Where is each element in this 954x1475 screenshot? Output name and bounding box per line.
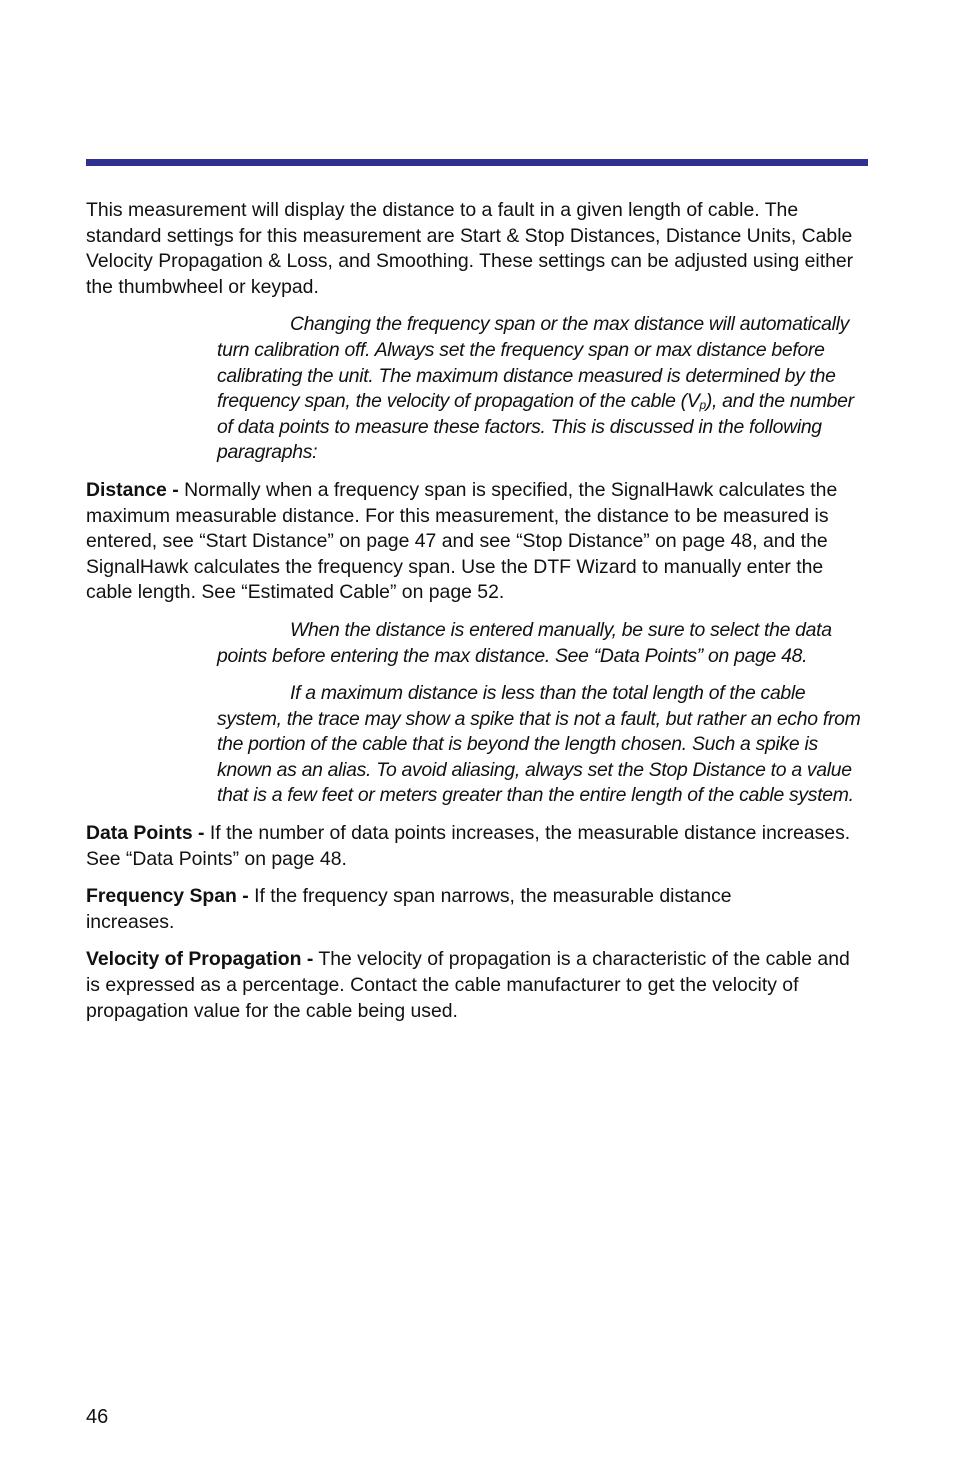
frequency-span-label: Frequency Span - — [86, 885, 249, 908]
data-points-text: If the number of data points increases, the measurable distance increases. See “Data Points” on page 48. — [86, 822, 851, 870]
header-rule — [86, 159, 868, 166]
data-points-paragraph — [86, 821, 868, 872]
calibration-note-text: Changing the frequency span or the max distance will automatically turn calibration off. Always set the frequency span or max distance before calibrating the unit. The maximum distance measured is determined by the frequency span, the velocity of propagation of the cable (V — [217, 313, 850, 413]
vp-subscript: p — [699, 398, 706, 413]
frequency-span-text: If the frequency span narrows, the measurable distance increases. — [86, 885, 732, 933]
data-points-label: Data Points - — [86, 822, 205, 845]
velocity-label: Velocity of Propagation - — [86, 948, 314, 971]
intro-paragraph: This measurement will display the distance to a fault in a given length of cable. The standard settings for this measurement are Start & Stop Distances, Distance Units, Cable Velocity Propagation & Loss, and Smoothing. These settings can be adjusted using either the thumbwheel or keypad. — [86, 199, 854, 298]
distance-text: Normally when a frequency span is specified, the SignalHawk calculates the maximum measurable distance. For this measurement, the distance to be measured is entered, see “Start Distance” on page 47 and see “Stop Distance” on page 48, and the SignalHawk calculates the frequency span. Use the DTF Wizard to manually enter the cable length. See “Estimated Cable” on page 52. — [86, 478, 838, 604]
calibration-note — [217, 312, 868, 466]
calibration-note-text-end: ), and the number of data points to measure these factors. This is discussed in the following paragraphs: — [217, 390, 854, 464]
velocity-text: The velocity of propagation is a characteristic of the cable and is expressed as a percentage. Contact the cable manufacturer to get the velocity of propagation value for the cable being used. — [86, 948, 850, 1022]
alias-note: If a maximum distance is less than the total length of the cable system, the trace may show a spike that is not a fault, but rather an echo from the portion of the cable that is beyond the length chosen. Such a spike is known as an alias. To avoid aliasing, always set the Stop Distance to a value that is a few feet or meters greater than the entire length of the cable system. — [217, 682, 861, 807]
distance-label: Distance - — [86, 478, 179, 501]
manual-distance-note: When the distance is entered manually, be sure to select the data points before entering the max distance. See “Data Points” on page 48. — [217, 618, 832, 667]
page-body — [86, 198, 868, 1036]
frequency-span-paragraph — [86, 884, 736, 935]
distance-paragraph — [86, 478, 868, 606]
velocity-paragraph — [86, 947, 868, 1024]
page-number: 46 — [86, 1406, 109, 1428]
